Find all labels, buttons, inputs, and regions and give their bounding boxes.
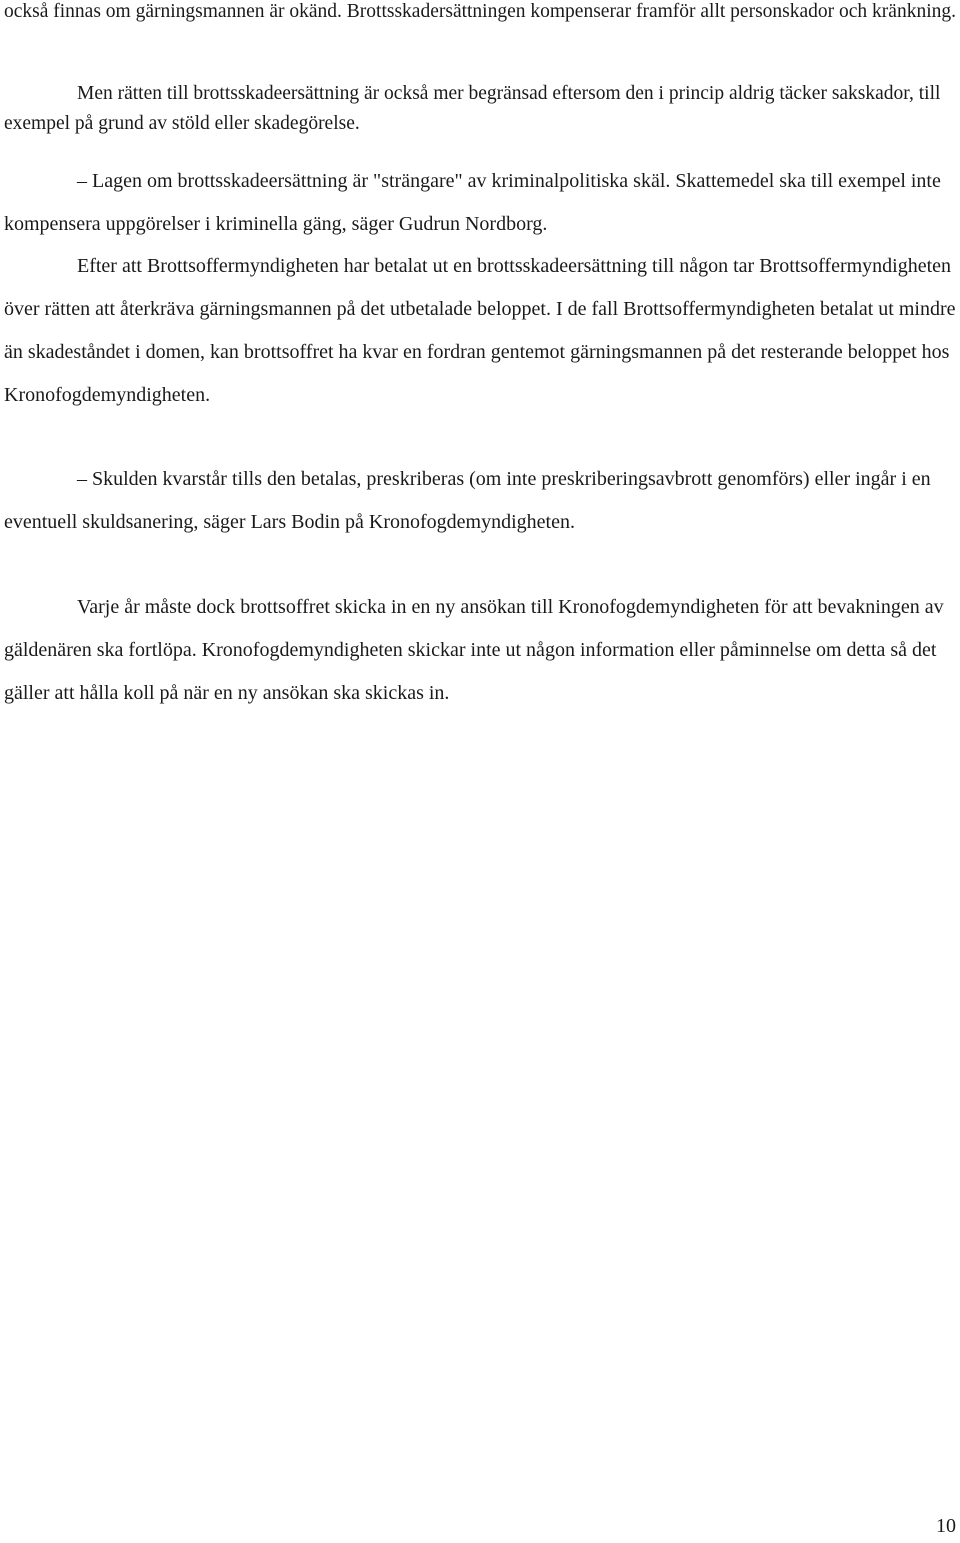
- paragraph-5-quote: – Skulden kvarstår tills den betalas, preskriberas (om inte preskriberingsavbrott genomförs) eller ingår i en eventuell skuldsanering, säger Lars Bodin på Kronofogdemyndigheten.: [4, 468, 931, 533]
- paragraph-1: också finnas om gärningsmannen är okänd. Brottsskadersättningen kompenserar framför allt personskador och kränkning.: [4, 1, 956, 22]
- paragraph-4: Efter att Brottsoffermyndigheten har betalat ut en brottsskadeersättning till någon tar Brottsoffermyndigheten över rätten att återkräva gärningsmannen på det utbetalade beloppet. I de fall Brottsoffermyndigheten betalat ut mindre än skadeståndet i domen, kan brottsoffret ha kvar en fordran gentemot gärningsmannen på det resterande beloppet hos Kronofogdemyndigheten.: [4, 255, 956, 406]
- paragraph-6: Varje år måste dock brottsoffret skicka in en ny ansökan till Kronofogdemyndigheten för att bevakningen av gäldenären ska fortlöpa. Kronofogdemyndigheten skickar inte ut någon information eller påminnelse om detta så det gäller att hålla koll på när en ny ansökan ska skickas in.: [4, 596, 944, 704]
- page-number: 10: [936, 1515, 956, 1537]
- paragraph-2: Men rätten till brottsskadeersättning är också mer begränsad eftersom den i princip aldrig täcker sakskador, till exempel på grund av stöld eller skadegörelse.: [4, 83, 941, 134]
- paragraph-3-quote: – Lagen om brottsskadeersättning är "strängare" av kriminalpolitiska skäl. Skattemedel ska till exempel inte kompensera uppgörelser i kriminella gäng, säger Gudrun Nordborg.: [4, 170, 941, 235]
